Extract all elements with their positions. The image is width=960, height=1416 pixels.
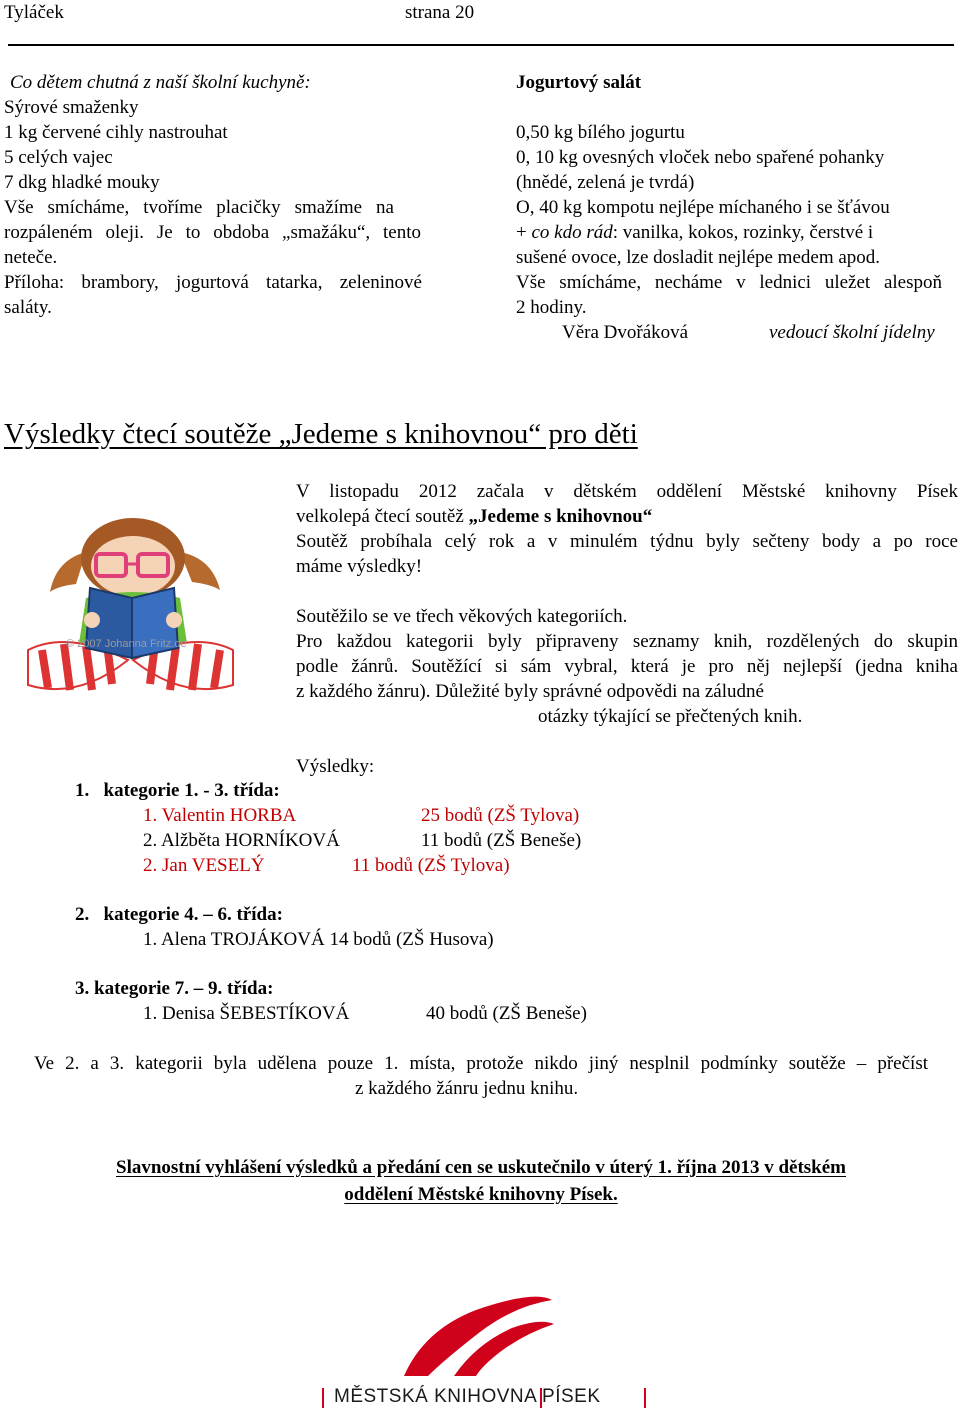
recipe-line: 2 hodiny. xyxy=(516,297,587,318)
article-text: otázky týkající se přečtených knih. xyxy=(538,706,803,727)
result-name: 2. Alžběta HORNÍKOVÁ xyxy=(143,830,340,851)
article-text: máme výsledky! xyxy=(296,556,423,577)
recipe-line: 0,50 kg bílého jogurtu xyxy=(516,122,685,143)
reading-girl-illustration xyxy=(8,500,253,725)
recipe-extras-label: co kdo rád xyxy=(531,222,613,243)
article-title: Výsledky čtecí soutěže „Jedeme s knihovnou“ pro děti xyxy=(4,418,638,450)
result-score: 40 bodů (ZŠ Beneše) xyxy=(426,1003,587,1024)
result-score: 11 bodů (ZŠ Beneše) xyxy=(421,830,582,851)
library-logo-mark xyxy=(384,1280,584,1380)
results-heading: Výsledky: xyxy=(296,756,375,777)
library-logo-text xyxy=(334,1386,646,1408)
announcement: oddělení Městské knihovny Písek. xyxy=(344,1184,618,1205)
result-score: 11 bodů (ZŠ Tylova) xyxy=(352,855,510,876)
recipe-author: Věra Dvořáková xyxy=(562,322,689,343)
recipe-line: rozpáleném oleji. Je to obdoba „smažáku“, tento xyxy=(4,222,421,243)
article-text: z každého žánru). Důležité byly správné odpovědi na záludné xyxy=(296,681,764,702)
article-text: Soutěž probíhala celý rok a v minulém týdnu byly sečteny body a po roce xyxy=(296,531,958,552)
result-name: 2. Jan VESELÝ xyxy=(143,855,265,876)
recipe-intro: Co dětem chutná z naší školní kuchyně: xyxy=(10,72,311,93)
recipe-line: 7 dkg hladké mouky xyxy=(4,172,160,193)
recipe-line: 1 kg červené cihly nastrouhat xyxy=(4,122,228,143)
recipe-line: Vše smícháme, necháme v lednici uležet alespoň xyxy=(516,272,942,293)
result-name: 1. Denisa ŠEBESTÍKOVÁ xyxy=(143,1003,350,1024)
recipe-extras-list: : vanilka, kokos, rozinky, čerstvé i xyxy=(612,222,874,243)
result-score: 25 bodů (ZŠ Tylova) xyxy=(421,805,580,826)
header-rule xyxy=(8,44,954,46)
category-label: 2. kategorie 4. – 6. třída: xyxy=(75,904,283,925)
logo-divider xyxy=(322,1388,324,1408)
results-note: Ve 2. a 3. kategorii byla udělena pouze 1. místa, protože nikdo jiný nesplnil podmínky soutěže – přečíst xyxy=(34,1053,928,1074)
article-text: Pro každou kategorii byly připraveny seznamy knih, rozdělených do skupin xyxy=(296,631,958,652)
recipe-line: neteče. xyxy=(4,247,58,268)
plus-sign: + xyxy=(516,222,527,243)
article-text xyxy=(296,504,652,529)
article-text: V listopadu 2012 začala v dětském oddělení Městské knihovny Písek xyxy=(296,481,958,502)
announcement: Slavnostní vyhlášení výsledků a předání cen se uskutečnilo v úterý 1. října 2013 v dětském xyxy=(116,1157,846,1178)
recipe-author-role: vedoucí školní jídelny xyxy=(769,322,935,343)
category-label: 3. kategorie 7. – 9. třída: xyxy=(75,978,274,999)
recipe-line: 0, 10 kg ovesných vloček nebo spařené pohanky xyxy=(516,147,885,168)
recipe-line: Příloha: brambory, jogurtová tatarka, zeleninové xyxy=(4,272,422,293)
newsletter-title: Tyláček xyxy=(4,2,64,23)
library-name: MĚSTSKÁ KNIHOVNA PÍSEK xyxy=(334,1386,601,1407)
recipe-title-right: Jogurtový salát xyxy=(516,72,642,93)
competition-name: „Jedeme s knihovnou“ xyxy=(468,506,653,527)
recipe-line: sušené ovoce, lze dosladit nejlépe medem apod. xyxy=(516,247,881,268)
recipe-line: 5 celých vajec xyxy=(4,147,113,168)
result-entry: 1. Alena TROJÁKOVÁ 14 bodů (ZŠ Husova) xyxy=(143,929,494,950)
recipe-title-left: Sýrové smaženky xyxy=(4,97,139,118)
library-logo-icon xyxy=(384,1280,584,1380)
article-text-part: velkolepá čtecí soutěž xyxy=(296,506,469,527)
article-text: Soutěžilo se ve třech věkových kategoriích. xyxy=(296,606,628,627)
recipe-line: O, 40 kg kompotu nejlépe míchaného i se šťávou xyxy=(516,197,890,218)
category-label: 1. kategorie 1. - 3. třída: xyxy=(75,780,280,801)
reading-girl-illustration-icon xyxy=(8,500,253,725)
page-number: strana 20 xyxy=(405,2,475,23)
article-text: podle žánrů. Soutěžící si sám vybral, která je pro něj nejlepší (jedna kniha xyxy=(296,656,958,677)
recipe-line: Vše smícháme, tvoříme placičky smažíme na xyxy=(4,197,394,218)
recipe-line-extras xyxy=(516,220,873,245)
result-name: 1. Valentin HORBA xyxy=(143,805,297,826)
results-note: z každého žánru jednu knihu. xyxy=(355,1078,579,1099)
recipe-line: saláty. xyxy=(4,297,52,318)
recipe-line: (hnědé, zelená je tvrdá) xyxy=(516,172,695,193)
image-copyright: © 2007 Johanna Fritz.de xyxy=(66,638,187,650)
